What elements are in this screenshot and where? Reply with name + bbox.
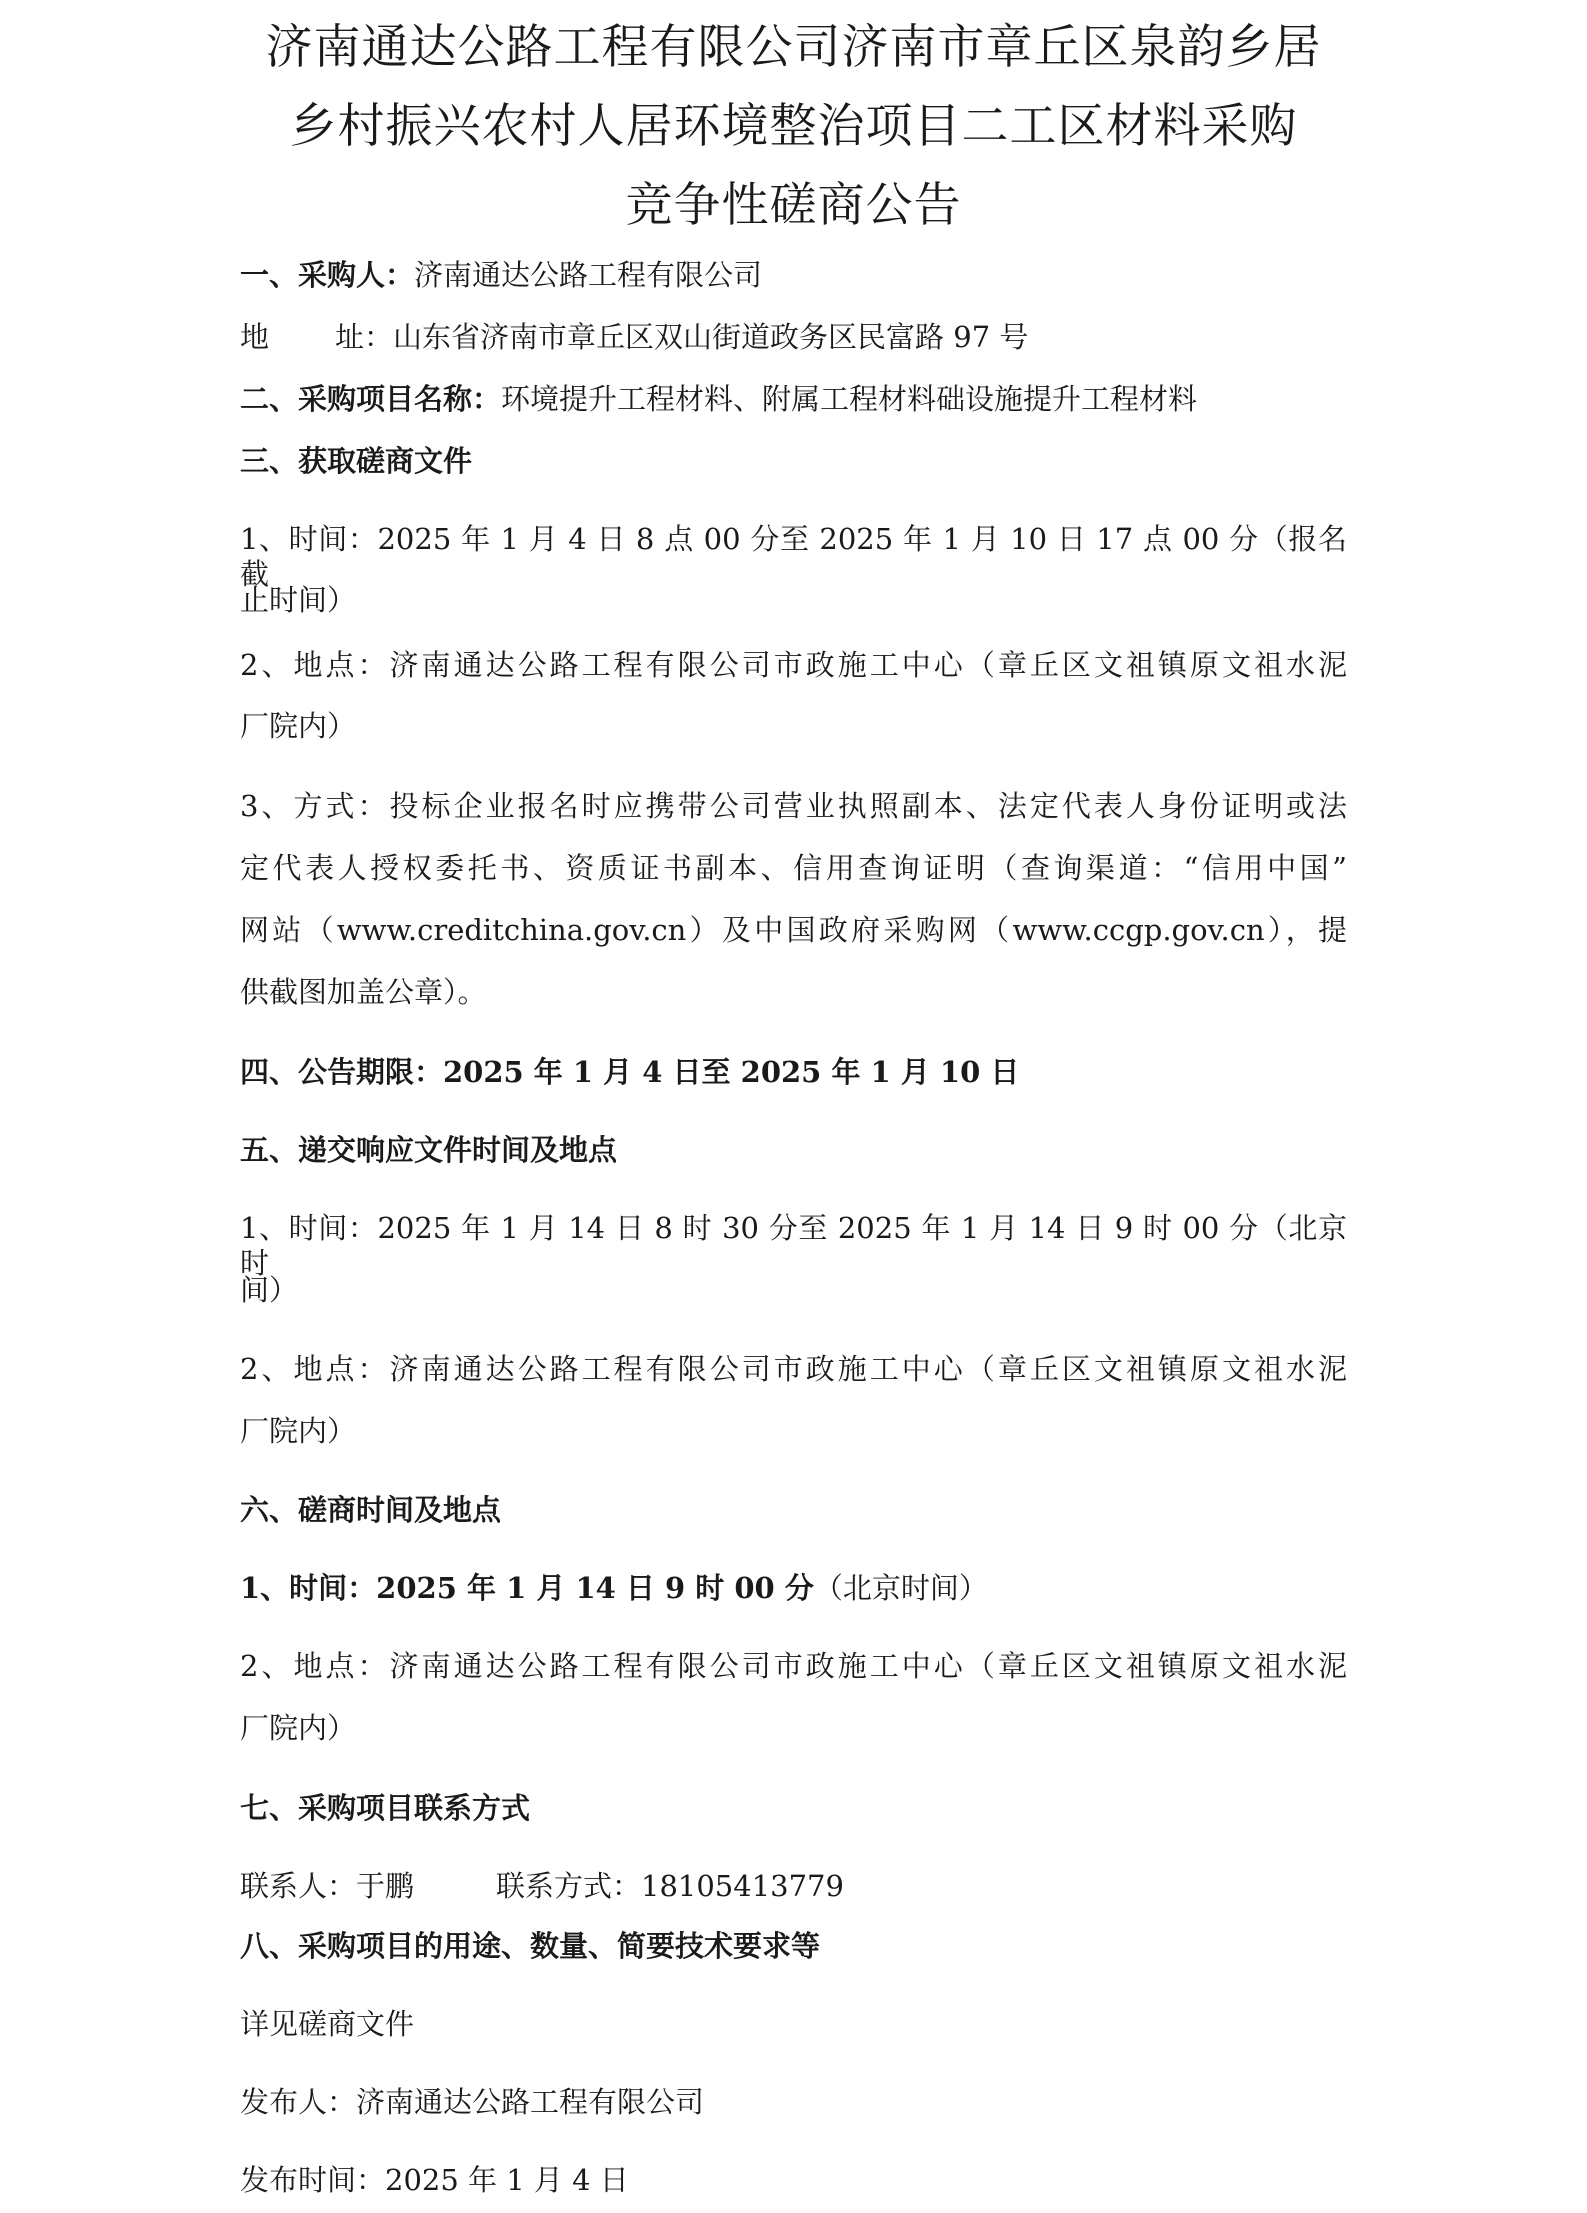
publish-date-line: 发布时间：2025 年 1 月 4 日 — [240, 2163, 629, 2197]
purchaser-value: 济南通达公路工程有限公司 — [414, 258, 763, 292]
period-line: 四、公告期限：2025 年 1 月 4 日至 2025 年 1 月 10 日 — [240, 1055, 1020, 1089]
consult-time-line — [240, 1571, 988, 1606]
title-line-1: 济南通达公路工程有限公司济南市章丘区泉韵乡居 — [265, 20, 1322, 75]
contact-heading: 七、采购项目联系方式 — [240, 1791, 531, 1825]
obtain-heading: 三、获取磋商文件 — [240, 444, 473, 478]
title-line-2: 乡村振兴农村人居环境整治项目二工区材料采购 — [289, 99, 1298, 154]
submit-heading: 五、递交响应文件时间及地点 — [240, 1133, 618, 1167]
project-line — [240, 382, 1197, 417]
consult-place-line-1: 2、地点：济南通达公路工程有限公司市政施工中心（章丘区文祖镇原文祖水泥 — [240, 1649, 1347, 1683]
obtain-method-line-3: 网站（www.creditchina.gov.cn）及中国政府采购网（www.ccgp.gov.cn），提 — [240, 913, 1347, 947]
obtain-method-line-2: 定代表人授权委托书、资质证书副本、信用查询证明（查询渠道：“信用中国” — [240, 851, 1347, 885]
purchaser-label: 一、采购人： — [240, 258, 415, 292]
consult-place-line-2: 厂院内） — [240, 1711, 357, 1745]
submit-place-line-2: 厂院内） — [240, 1414, 357, 1448]
obtain-place-line-1: 2、地点：济南通达公路工程有限公司市政施工中心（章丘区文祖镇原文祖水泥 — [240, 648, 1347, 682]
publisher-line: 发布人：济南通达公路工程有限公司 — [240, 2085, 705, 2119]
address-value: 山东省济南市章丘区双山街道政务区民富路 97 号 — [393, 320, 1029, 354]
submit-time-line-1: 1、时间：2025 年 1 月 14 日 8 时 30 分至 2025 年 1 月 14 日 9 时 00 分（北京时 — [240, 1211, 1347, 1280]
contact-person: 联系人：于鹏 — [240, 1869, 415, 1903]
usage-detail: 详见磋商文件 — [240, 2007, 415, 2041]
consult-time-bold: 1、时间：2025 年 1 月 14 日 9 时 00 分 — [240, 1571, 814, 1605]
obtain-time-line-1: 1、时间：2025 年 1 月 4 日 8 点 00 分至 2025 年 1 月 10 日 17 点 00 分（报名截 — [240, 522, 1347, 591]
submit-place-line-1: 2、地点：济南通达公路工程有限公司市政施工中心（章丘区文祖镇原文祖水泥 — [240, 1352, 1347, 1386]
address-label-b: 址： — [335, 320, 394, 354]
address-label-a: 地 — [240, 320, 270, 354]
obtain-place-line-2: 厂院内） — [240, 709, 357, 743]
usage-heading: 八、采购项目的用途、数量、简要技术要求等 — [240, 1929, 821, 1963]
title-line-3: 竞争性磋商公告 — [625, 178, 962, 233]
address-line — [240, 320, 1028, 355]
consult-time-rest: （北京时间） — [813, 1571, 988, 1605]
consult-heading: 六、磋商时间及地点 — [240, 1493, 502, 1527]
purchaser-line — [240, 258, 762, 293]
contact-phone: 联系方式：18105413779 — [496, 1869, 844, 1903]
project-value: 环境提升工程材料、附属工程材料础设施提升工程材料 — [501, 382, 1198, 416]
obtain-method-line-1: 3、方式：投标企业报名时应携带公司营业执照副本、法定代表人身份证明或法 — [240, 789, 1347, 823]
obtain-time-line-2: 止时间） — [240, 583, 357, 617]
submit-time-line-2: 间） — [240, 1273, 299, 1307]
project-label: 二、采购项目名称： — [240, 382, 502, 416]
obtain-method-line-4: 供截图加盖公章）。 — [240, 975, 487, 1009]
